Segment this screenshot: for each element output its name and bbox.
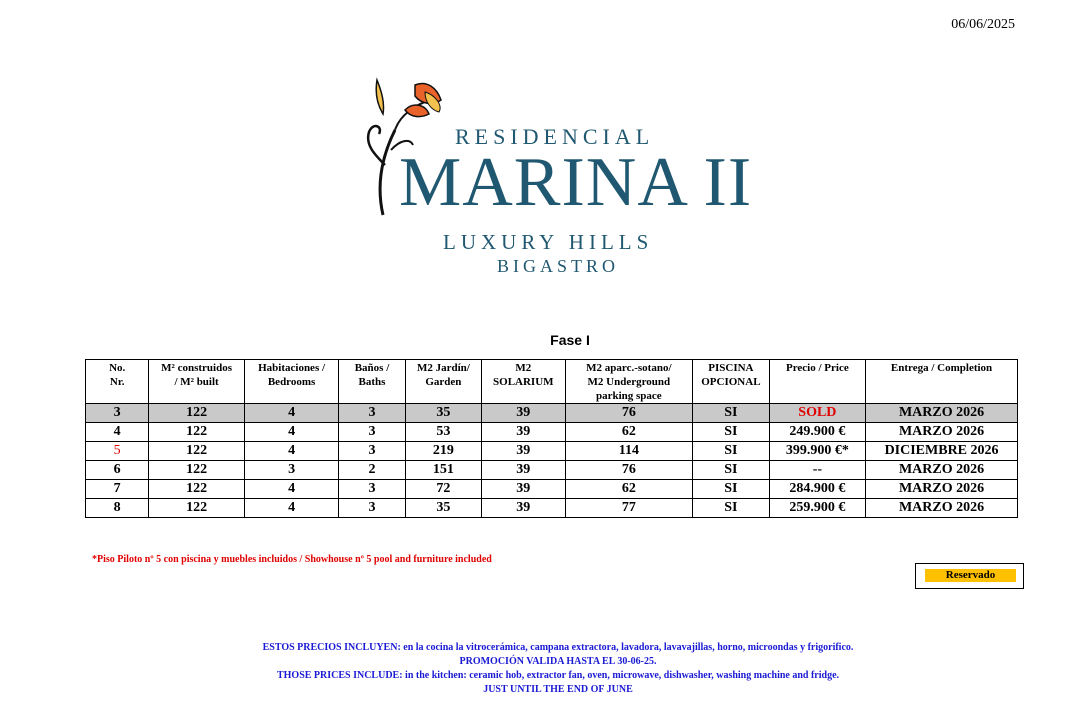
column-header-line: M2 Jardín/ <box>416 362 470 374</box>
table-cell: 39 <box>482 461 565 480</box>
table-cell: 114 <box>565 442 693 461</box>
table-cell: MARZO 2026 <box>866 480 1018 499</box>
table-cell: SI <box>693 442 769 461</box>
table-cell: SI <box>693 404 769 423</box>
column-header-line: Nr. <box>109 376 125 388</box>
table-cell: 62 <box>565 423 693 442</box>
table-cell: 122 <box>149 461 245 480</box>
table-cell: MARZO 2026 <box>866 423 1018 442</box>
column-header <box>565 360 693 404</box>
column-header-line: No. <box>109 362 126 374</box>
table-cell: 259.900 € <box>769 499 866 518</box>
price-footer <box>0 641 1092 697</box>
column-header-line: M2 Underground <box>587 376 671 388</box>
column-header <box>244 360 339 404</box>
column-header <box>86 360 149 404</box>
column-header-line: Garden <box>425 376 462 388</box>
column-header-line: M2 <box>515 362 532 374</box>
table-cell: 399.900 €* <box>769 442 866 461</box>
table-cell: 3 <box>339 423 405 442</box>
table-cell: 39 <box>482 480 565 499</box>
column-header <box>339 360 405 404</box>
table-cell: 122 <box>149 480 245 499</box>
table-cell: 2 <box>339 461 405 480</box>
residencial-logo <box>355 70 775 285</box>
logo-line-luxury-hills: LUXURY HILLS <box>443 230 654 254</box>
column-header-line: PISCINA <box>708 362 754 374</box>
table-cell: SI <box>693 480 769 499</box>
table-row <box>86 480 1018 499</box>
logo-line-bigastro: BIGASTRO <box>497 256 620 276</box>
column-header-line: Baños / <box>354 362 390 374</box>
table-cell: 76 <box>565 404 693 423</box>
table-cell: 7 <box>86 480 149 499</box>
column-header <box>769 360 866 404</box>
table-cell: 249.900 € <box>769 423 866 442</box>
table-cell: 53 <box>405 423 481 442</box>
table-cell: 39 <box>482 423 565 442</box>
column-header-line: parking space <box>595 390 662 402</box>
table-cell: SI <box>693 461 769 480</box>
table-cell: MARZO 2026 <box>866 404 1018 423</box>
table-cell: 39 <box>482 404 565 423</box>
column-header-line: Bedrooms <box>267 376 316 388</box>
column-header-line: OPCIONAL <box>701 376 761 388</box>
table-cell: 76 <box>565 461 693 480</box>
table-header-row <box>86 360 1018 404</box>
table-cell: 4 <box>244 423 339 442</box>
showhouse-note: *Piso Piloto nº 5 con piscina y muebles incluidos / Showhouse nº 5 pool and furniture included <box>92 554 492 565</box>
table-cell: -- <box>769 461 866 480</box>
table-row <box>86 499 1018 518</box>
phase-title: Fase I <box>550 332 590 348</box>
table-cell: 4 <box>244 442 339 461</box>
logo-line-residencial: RESIDENCIAL <box>455 124 655 149</box>
document-date: 06/06/2025 <box>951 17 1015 32</box>
column-header <box>693 360 769 404</box>
table-cell: 122 <box>149 404 245 423</box>
table-row <box>86 423 1018 442</box>
table-cell: 6 <box>86 461 149 480</box>
table-cell: 4 <box>244 404 339 423</box>
table-cell: 4 <box>244 480 339 499</box>
table-cell: 5 <box>86 442 149 461</box>
column-header-line: Baths <box>358 376 386 388</box>
column-header <box>482 360 565 404</box>
table-cell: SI <box>693 499 769 518</box>
column-header-line: M² construidos <box>161 362 232 374</box>
table-cell: 284.900 € <box>769 480 866 499</box>
footer-line: ESTOS PRECIOS INCLUYEN: en la cocina la vitrocerámica, campana extractora, lavadora, lavavajillas, horno, microondas y frigorifico. <box>262 642 854 653</box>
table-cell: 3 <box>339 480 405 499</box>
footer-line: THOSE PRICES INCLUDE: in the kitchen: ceramic hob, extractor fan, oven, microwave, dishwasher, washing machine and fridge. <box>276 670 840 681</box>
table-cell: 3 <box>339 404 405 423</box>
table-cell: 8 <box>86 499 149 518</box>
table-cell: SOLD <box>769 404 866 423</box>
column-header-line: SOLARIUM <box>493 376 554 388</box>
footer-line: JUST UNTIL THE END OF JUNE <box>483 684 633 695</box>
table-cell: MARZO 2026 <box>866 461 1018 480</box>
units-table <box>85 359 1018 518</box>
column-header-line: Precio / Price <box>786 362 849 374</box>
column-header-line: Entrega / Completion <box>890 362 993 374</box>
table-cell: SI <box>693 423 769 442</box>
column-header-line: Habitaciones / <box>258 362 326 374</box>
table-cell: 62 <box>565 480 693 499</box>
footer-line: PROMOCIÓN VALIDA HASTA EL 30-06-25. <box>459 656 657 667</box>
table-cell: 77 <box>565 499 693 518</box>
reserved-legend-label: Reservado <box>925 569 1016 582</box>
table-cell: 72 <box>405 480 481 499</box>
table-cell: 122 <box>149 423 245 442</box>
table-cell: 3 <box>244 461 339 480</box>
column-header <box>149 360 245 404</box>
table-cell: 151 <box>405 461 481 480</box>
table-row <box>86 461 1018 480</box>
table-cell: 39 <box>482 442 565 461</box>
table-cell: 35 <box>405 499 481 518</box>
column-header <box>405 360 481 404</box>
table-cell: DICIEMBRE 2026 <box>866 442 1018 461</box>
table-cell: 122 <box>149 442 245 461</box>
table-cell: MARZO 2026 <box>866 499 1018 518</box>
table-cell: 4 <box>86 423 149 442</box>
table-cell: 35 <box>405 404 481 423</box>
column-header-line: M2 aparc.-sotano/ <box>586 362 672 374</box>
table-cell: 122 <box>149 499 245 518</box>
column-header-line: / M² built <box>174 376 219 388</box>
table-row <box>86 404 1018 423</box>
column-header <box>866 360 1018 404</box>
table-cell: 3 <box>86 404 149 423</box>
reserved-legend <box>915 563 1024 589</box>
table-row <box>86 442 1018 461</box>
table-cell: 219 <box>405 442 481 461</box>
table-cell: 3 <box>339 442 405 461</box>
logo-line-marina: MARINA II <box>399 144 753 221</box>
table-cell: 3 <box>339 499 405 518</box>
table-cell: 4 <box>244 499 339 518</box>
table-cell: 39 <box>482 499 565 518</box>
